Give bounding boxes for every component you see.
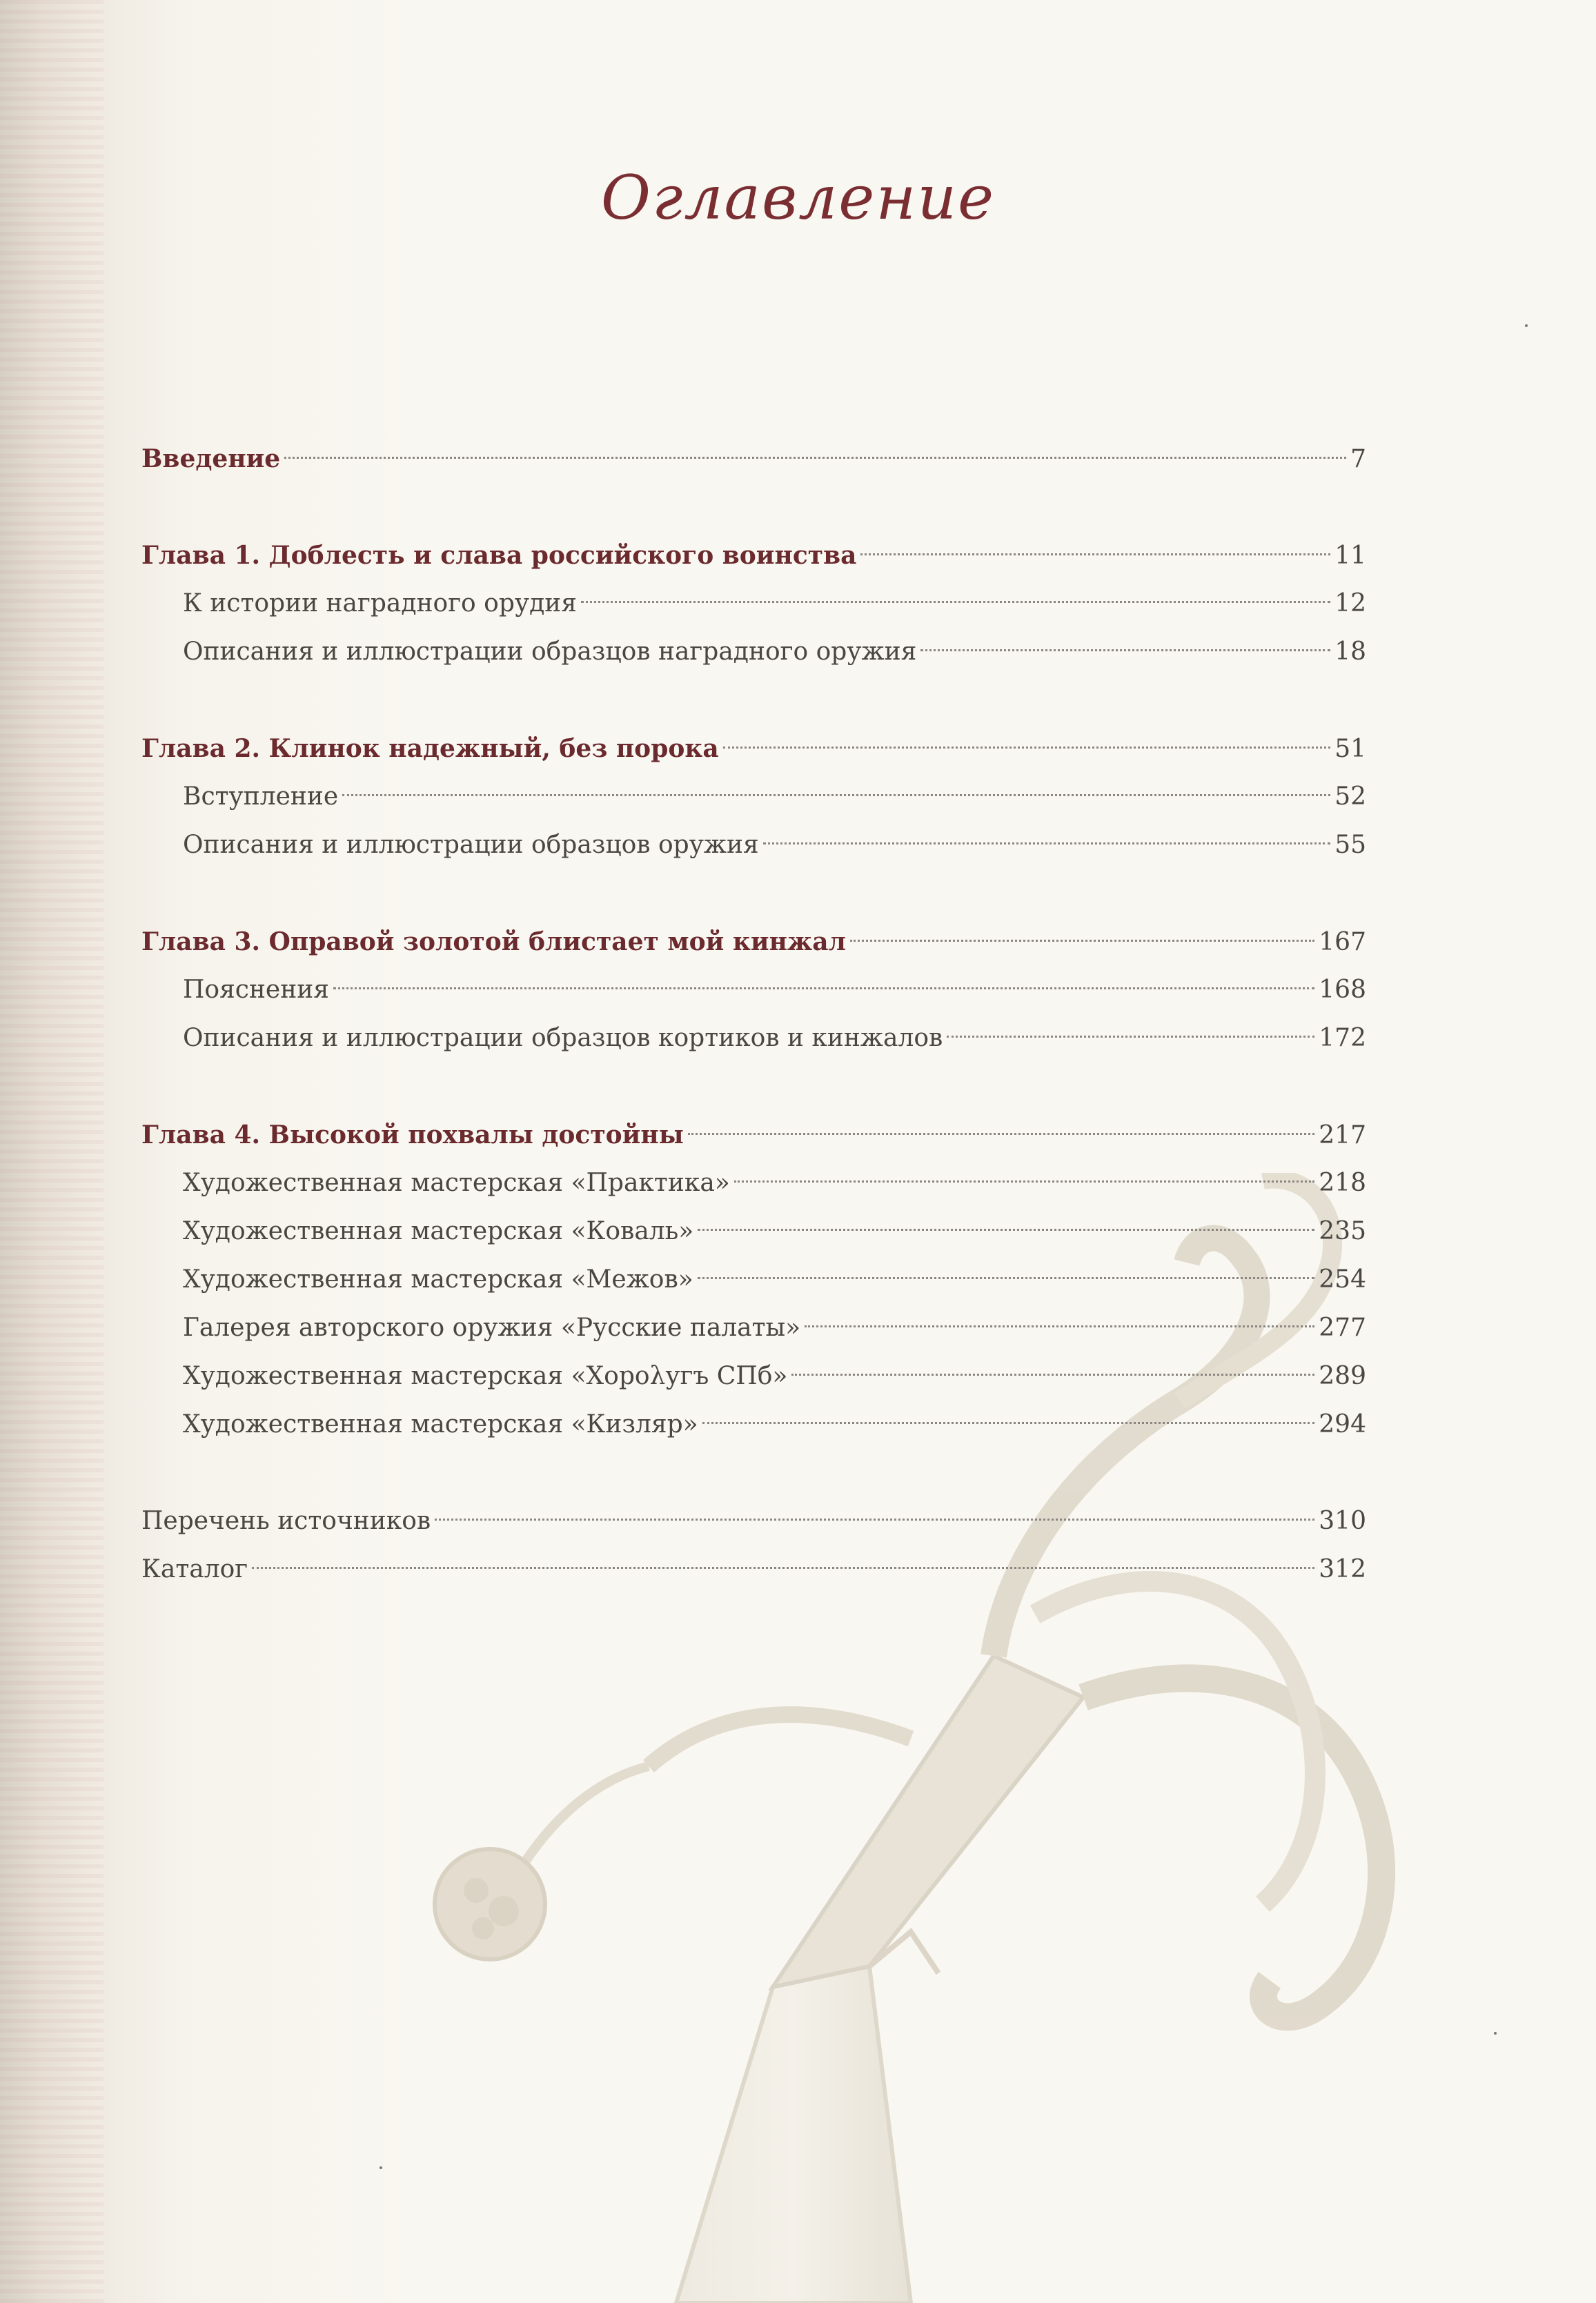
toc-entry-introduction[interactable] bbox=[141, 435, 1366, 483]
dot-leader bbox=[850, 940, 1314, 942]
toc-entry-chapter-4[interactable] bbox=[141, 1111, 1366, 1159]
dot-leader bbox=[333, 987, 1314, 989]
dot-leader bbox=[698, 1277, 1315, 1279]
toc-page-number: 217 bbox=[1319, 1121, 1366, 1149]
toc-label: Перечень источников bbox=[141, 1507, 431, 1535]
toc-page-number: 218 bbox=[1319, 1169, 1366, 1197]
toc-page-number: 55 bbox=[1334, 831, 1366, 859]
dot-leader bbox=[342, 794, 1330, 796]
book-spine-shadow bbox=[0, 0, 104, 2303]
spacer bbox=[141, 1449, 1366, 1497]
toc-entry-chapter-3[interactable] bbox=[141, 918, 1366, 966]
dot-leader bbox=[252, 1567, 1314, 1569]
toc-entry-section[interactable] bbox=[141, 580, 1366, 628]
toc-entry-section[interactable] bbox=[141, 1159, 1366, 1207]
print-speck bbox=[1494, 2032, 1497, 2035]
toc-label: Художественная мастерская «Хорολугъ СПб» bbox=[183, 1362, 788, 1390]
toc-page-number: 289 bbox=[1319, 1362, 1366, 1390]
toc-page-number: 277 bbox=[1319, 1314, 1366, 1342]
toc-label: Художественная мастерская «Коваль» bbox=[183, 1217, 694, 1245]
toc-page-number: 51 bbox=[1334, 735, 1366, 763]
toc-label: Введение bbox=[141, 444, 281, 473]
toc-label: Глава 3. Оправой золотой блистает мой кинжал bbox=[141, 927, 846, 956]
toc-page-number: 294 bbox=[1319, 1410, 1366, 1439]
dot-leader bbox=[860, 553, 1330, 555]
toc-label: Глава 2. Клинок надежный, без порока bbox=[141, 734, 719, 763]
dot-leader bbox=[763, 842, 1330, 844]
toc-entry-section[interactable] bbox=[141, 1401, 1366, 1449]
dot-leader bbox=[791, 1374, 1314, 1376]
dot-leader bbox=[920, 649, 1330, 651]
toc-label: Глава 1. Доблесть и слава российского воинства bbox=[141, 541, 857, 570]
toc-label: Описания и иллюстрации образцов оружия bbox=[183, 831, 759, 859]
dot-leader bbox=[947, 1036, 1314, 1038]
toc-page-number: 310 bbox=[1319, 1507, 1366, 1535]
dot-leader bbox=[435, 1519, 1314, 1521]
toc-page-number: 11 bbox=[1334, 542, 1366, 570]
toc-page-number: 167 bbox=[1319, 928, 1366, 956]
table-of-contents bbox=[141, 435, 1366, 1594]
toc-page-number: 235 bbox=[1319, 1217, 1366, 1245]
toc-label: Вступление bbox=[183, 782, 339, 811]
toc-page-number: 254 bbox=[1319, 1265, 1366, 1294]
print-speck bbox=[380, 2166, 382, 2169]
dot-leader bbox=[581, 601, 1330, 603]
toc-label: Глава 4. Высокой похвалы достойны bbox=[141, 1120, 684, 1149]
spacer bbox=[141, 1062, 1366, 1111]
toc-entry-section[interactable] bbox=[141, 1304, 1366, 1352]
dot-leader bbox=[723, 747, 1330, 749]
toc-entry-section[interactable] bbox=[141, 966, 1366, 1014]
toc-entry-section[interactable] bbox=[141, 773, 1366, 821]
toc-page-number: 168 bbox=[1319, 976, 1366, 1004]
toc-entry-section[interactable] bbox=[141, 1207, 1366, 1256]
dot-leader bbox=[702, 1422, 1315, 1424]
page-title: Оглавление bbox=[600, 162, 996, 233]
toc-entry-section[interactable] bbox=[141, 1014, 1366, 1062]
toc-page-number: 12 bbox=[1334, 589, 1366, 617]
dot-leader bbox=[284, 457, 1346, 459]
toc-label: Художественная мастерская «Межов» bbox=[183, 1265, 693, 1294]
dot-leader bbox=[805, 1325, 1314, 1327]
toc-page-number: 172 bbox=[1319, 1024, 1366, 1052]
toc-label: Описания и иллюстрации образцов кортиков и кинжалов bbox=[183, 1024, 943, 1052]
toc-page-number: 312 bbox=[1319, 1555, 1366, 1583]
dot-leader bbox=[698, 1229, 1314, 1231]
dot-leader bbox=[688, 1133, 1314, 1135]
toc-entry-section[interactable] bbox=[141, 821, 1366, 869]
toc-label: Пояснения bbox=[183, 976, 329, 1004]
toc-label: К истории наградного орудия bbox=[183, 589, 577, 617]
toc-page-number: 18 bbox=[1334, 637, 1366, 666]
toc-page-number: 7 bbox=[1350, 445, 1366, 473]
spacer bbox=[141, 676, 1366, 724]
toc-label: Галерея авторского оружия «Русские палаты» bbox=[183, 1314, 801, 1342]
toc-label: Каталог bbox=[141, 1555, 248, 1583]
toc-label: Описания и иллюстрации образцов наградного оружия bbox=[183, 637, 917, 666]
spacer bbox=[141, 869, 1366, 918]
toc-page-number: 52 bbox=[1334, 782, 1366, 811]
toc-entry-chapter-1[interactable] bbox=[141, 531, 1366, 580]
dot-leader bbox=[734, 1180, 1314, 1183]
print-speck bbox=[1525, 324, 1528, 327]
toc-label: Художественная мастерская «Кизляр» bbox=[183, 1410, 698, 1439]
toc-entry-sources[interactable] bbox=[141, 1497, 1366, 1545]
toc-entry-chapter-2[interactable] bbox=[141, 724, 1366, 773]
spacer bbox=[141, 483, 1366, 531]
toc-entry-section[interactable] bbox=[141, 628, 1366, 676]
toc-entry-section[interactable] bbox=[141, 1352, 1366, 1401]
toc-entry-catalog[interactable] bbox=[141, 1545, 1366, 1594]
toc-entry-section[interactable] bbox=[141, 1256, 1366, 1304]
toc-label: Художественная мастерская «Практика» bbox=[183, 1169, 730, 1197]
